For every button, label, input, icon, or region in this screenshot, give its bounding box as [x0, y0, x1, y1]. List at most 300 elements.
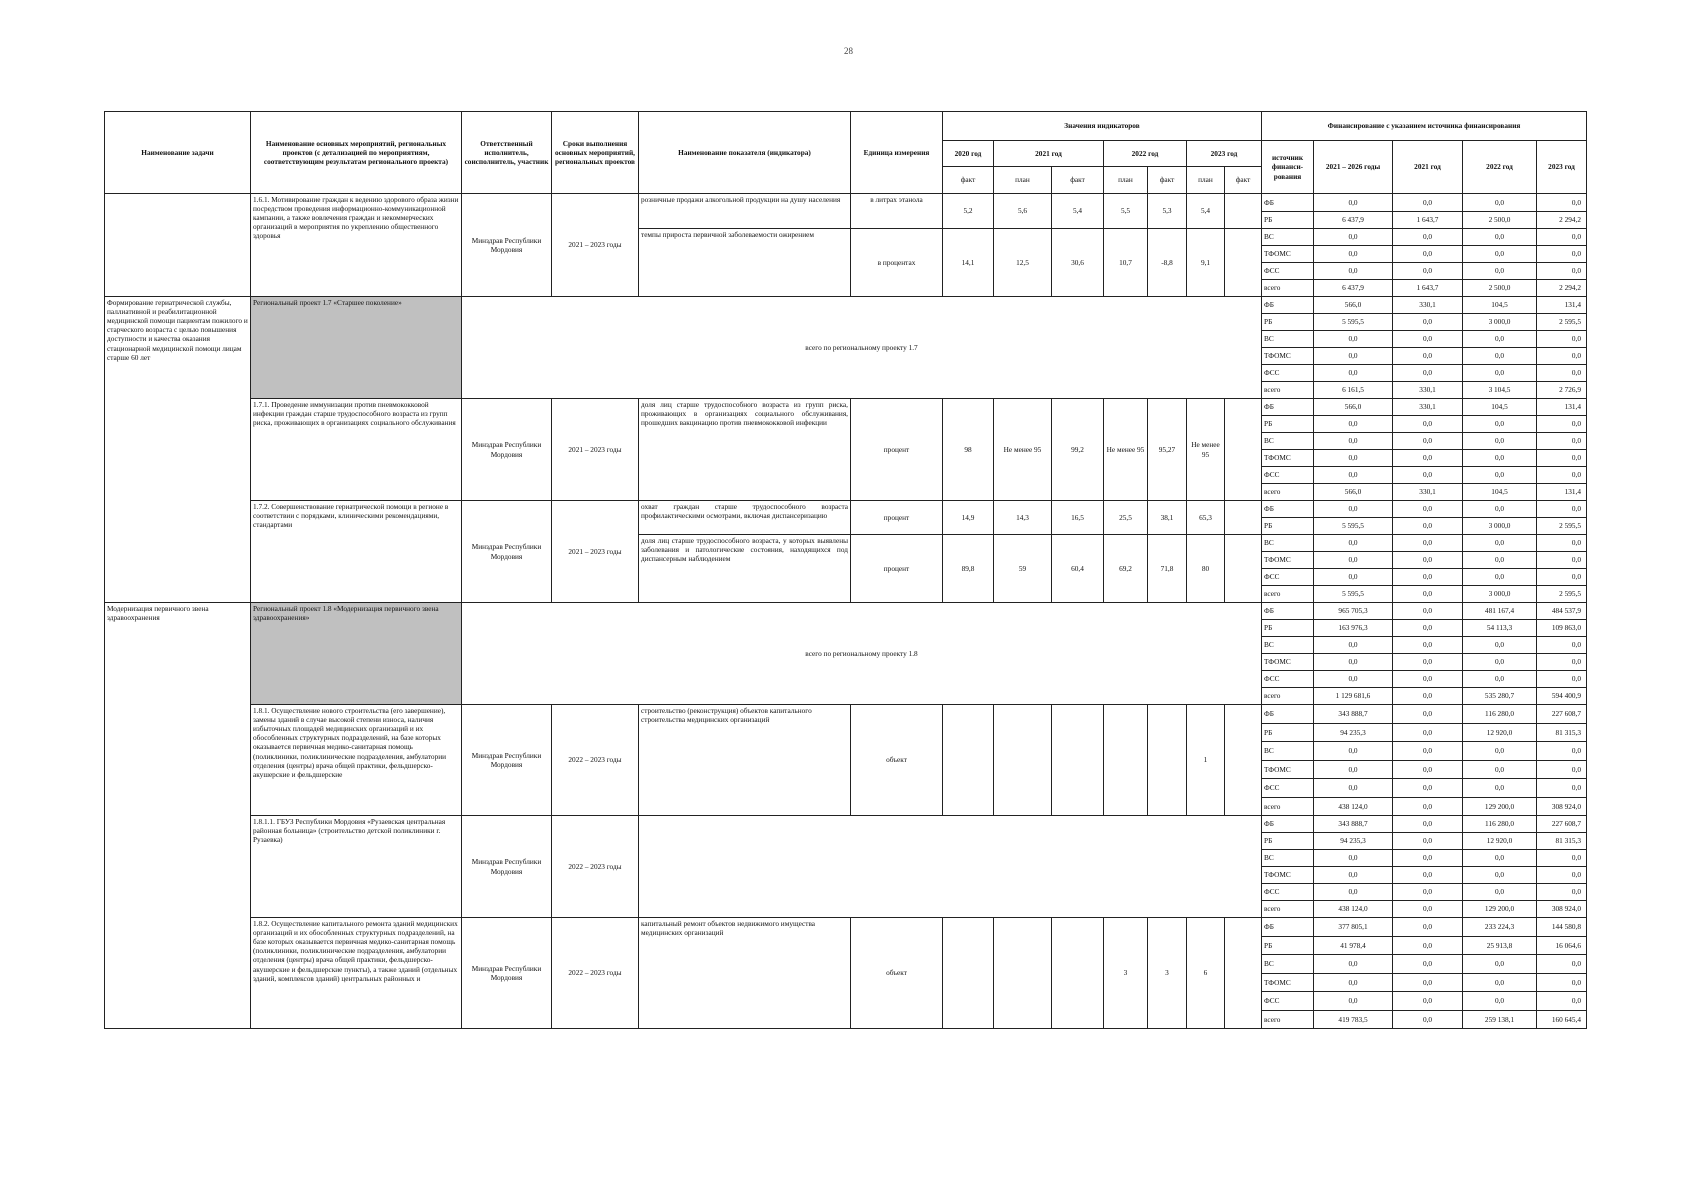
fin-cell: 0,0: [1393, 518, 1463, 535]
fin-cell: 0,0: [1393, 1010, 1463, 1029]
fin-cell: 438 124,0: [1314, 797, 1393, 816]
fin-cell: 0,0: [1537, 416, 1587, 433]
header-fin-2023: 2023 год: [1537, 141, 1587, 194]
fin-cell: 0,0: [1537, 450, 1587, 467]
value-cell: 65,3: [1187, 501, 1225, 535]
terms-1-7-1: 2021 – 2023 годы: [552, 399, 639, 501]
fin-cell: 0,0: [1393, 797, 1463, 816]
fin-cell: 104,5: [1463, 399, 1537, 416]
value-cell: -8,8: [1148, 229, 1187, 297]
fin-cell: 0,0: [1314, 552, 1393, 569]
header-responsible: Ответственный исполнитель, соисполнитель, участник: [462, 112, 552, 194]
value-cell: [994, 705, 1052, 816]
fin-cell: 330,1: [1393, 382, 1463, 399]
value-cell: 14,3: [994, 501, 1052, 535]
fin-cell: 0,0: [1393, 867, 1463, 884]
fin-cell: 233 224,3: [1463, 918, 1537, 937]
fin-cell: 0,0: [1537, 992, 1587, 1011]
indicator-1-7-2-b: доля лиц старше трудоспособного возраста, у которых выявлены заболевания и патологические состояния, находящихся под диспансерным наблюдением: [639, 535, 851, 603]
fin-source: ФБ: [1262, 918, 1314, 937]
unit-1-7-2-b: процент: [851, 535, 943, 603]
fin-source: ФБ: [1262, 399, 1314, 416]
fin-cell: 0,0: [1393, 365, 1463, 382]
empty-indicator-area: [639, 816, 1262, 918]
value-cell: [1225, 229, 1262, 297]
fin-cell: 0,0: [1314, 365, 1393, 382]
value-cell: [1104, 705, 1148, 816]
measure-1-7-2: 1.7.2. Совершенствование гериатрической помощи в регионе в соответствии с порядками, клиническими рекомендациями, стандартами: [251, 501, 462, 603]
value-cell: [943, 705, 994, 816]
fin-cell: 0,0: [1463, 671, 1537, 688]
unit-1-8-2: объект: [851, 918, 943, 1029]
header-2023: 2023 год: [1187, 141, 1262, 167]
value-cell: 16,5: [1052, 501, 1104, 535]
value-cell: [943, 918, 994, 1029]
fin-source: РБ: [1262, 723, 1314, 742]
fin-cell: 0,0: [1393, 992, 1463, 1011]
unit-1-8-1: объект: [851, 705, 943, 816]
fin-cell: 0,0: [1314, 779, 1393, 798]
value-cell: 1: [1187, 705, 1225, 816]
fin-cell: 0,0: [1537, 467, 1587, 484]
fin-cell: 0,0: [1393, 779, 1463, 798]
fin-cell: 0,0: [1463, 884, 1537, 901]
responsible-1-8-1: Минздрав Республики Мордовия: [462, 705, 552, 816]
value-cell: 5,6: [994, 194, 1052, 229]
fin-cell: 0,0: [1314, 467, 1393, 484]
indicator-1-7-1: доля лиц старше трудоспособного возраста из групп риска, проживающих в организациях социального обслуживания, прошедших вакцинацию против пневмококковой инфекции: [639, 399, 851, 501]
fin-cell: 25 913,8: [1463, 936, 1537, 955]
value-cell: 5,2: [943, 194, 994, 229]
value-cell: 10,7: [1104, 229, 1148, 297]
value-cell: [1225, 501, 1262, 535]
value-cell: 5,4: [1187, 194, 1225, 229]
fin-source: ФСС: [1262, 992, 1314, 1011]
header-2021-fact: факт: [1052, 167, 1104, 194]
fin-source: РБ: [1262, 518, 1314, 535]
value-cell: 12,5: [994, 229, 1052, 297]
fin-cell: 0,0: [1537, 671, 1587, 688]
fin-cell: 0,0: [1393, 603, 1463, 620]
fin-cell: 0,0: [1393, 936, 1463, 955]
fin-cell: 54 113,3: [1463, 620, 1537, 637]
fin-cell: 0,0: [1393, 620, 1463, 637]
fin-cell: 330,1: [1393, 297, 1463, 314]
fin-cell: 0,0: [1393, 229, 1463, 246]
fin-cell: 419 783,5: [1314, 1010, 1393, 1029]
fin-cell: 131,4: [1537, 297, 1587, 314]
measure-1-8-1-1: 1.8.1.1. ГБУЗ Республики Мордовия «Рузаевская центральная районная больница» (строительство детской поликлиники г. Рузаевка): [251, 816, 462, 918]
value-cell: [1225, 399, 1262, 501]
fin-cell: 566,0: [1314, 297, 1393, 314]
value-cell: Не менее 95: [1187, 399, 1225, 501]
fin-cell: 0,0: [1537, 194, 1587, 212]
fin-cell: 566,0: [1314, 484, 1393, 501]
fin-cell: 0,0: [1463, 246, 1537, 263]
fin-cell: 0,0: [1393, 901, 1463, 918]
fin-cell: 0,0: [1314, 867, 1393, 884]
fin-cell: 343 888,7: [1314, 816, 1393, 833]
measure-1-8-1: 1.8.1. Осуществление нового строительства (его завершение), замены зданий в случае высокой степени износа, наличия избыточных площадей медицинских организаций и их обособленных структурных подразделений, на базе которых оказывается первичная медико-санитарная помощь (поликлиники, поликлинические подразделения, амбулатории отделения (центры) врача общей практики, фельдшерско-акушерские и фельдшерские: [253, 706, 447, 779]
fin-cell: 377 805,1: [1314, 918, 1393, 937]
fin-cell: 0,0: [1463, 742, 1537, 761]
fin-cell: 0,0: [1314, 760, 1393, 779]
fin-source: ФБ: [1262, 705, 1314, 724]
fin-source: РБ: [1262, 416, 1314, 433]
measure-1-7-1: 1.7.1. Проведение иммунизации против пневмококковой инфекции граждан старше трудоспособного возраста из групп риска, проживающих в организациях социального обслуживания: [251, 399, 462, 501]
fin-source: ВС: [1262, 229, 1314, 246]
fin-cell: 160 645,4: [1537, 1010, 1587, 1029]
fin-cell: 0,0: [1314, 229, 1393, 246]
fin-cell: 0,0: [1537, 867, 1587, 884]
value-cell: 3: [1104, 918, 1148, 1029]
value-cell: [994, 918, 1052, 1029]
fin-source: ТФОМС: [1262, 654, 1314, 671]
value-cell: 99,2: [1052, 399, 1104, 501]
header-financing-group: Финансирование с указанием источника финансирования: [1262, 112, 1587, 141]
header-fin-2021: 2021 год: [1393, 141, 1463, 194]
fin-source: всего: [1262, 382, 1314, 399]
fin-cell: 94 235,3: [1314, 723, 1393, 742]
fin-cell: 0,0: [1314, 654, 1393, 671]
unit-1-7-2-a: процент: [851, 501, 943, 535]
fin-cell: 0,0: [1393, 973, 1463, 992]
fin-cell: 0,0: [1537, 246, 1587, 263]
fin-cell: 0,0: [1393, 850, 1463, 867]
fin-cell: 0,0: [1463, 779, 1537, 798]
value-cell: 6: [1187, 918, 1225, 1029]
fin-cell: 116 280,0: [1463, 816, 1537, 833]
fin-cell: 0,0: [1393, 314, 1463, 331]
value-cell: 5,4: [1052, 194, 1104, 229]
measure-1-6-1: 1.6.1. Мотивирование граждан к ведению здорового образа жизни посредством проведения информационно-коммуникационной кампании, а также вовлечения граждан и некоммерческих организаций в мероприятия по укреплению общественного здоровья: [251, 194, 462, 297]
fin-cell: 0,0: [1314, 416, 1393, 433]
fin-cell: 0,0: [1537, 884, 1587, 901]
fin-cell: 2 595,5: [1537, 314, 1587, 331]
fin-cell: 2 294,2: [1537, 212, 1587, 229]
fin-source: ТФОМС: [1262, 760, 1314, 779]
fin-source: всего: [1262, 797, 1314, 816]
fin-cell: 0,0: [1463, 637, 1537, 654]
fin-cell: 0,0: [1463, 365, 1537, 382]
fin-cell: 0,0: [1393, 688, 1463, 705]
fin-cell: 0,0: [1393, 742, 1463, 761]
fin-cell: 0,0: [1393, 884, 1463, 901]
value-cell: 60,4: [1052, 535, 1104, 603]
fin-cell: 0,0: [1393, 586, 1463, 603]
fin-cell: 0,0: [1463, 348, 1537, 365]
fin-cell: 0,0: [1537, 654, 1587, 671]
fin-cell: 0,0: [1537, 637, 1587, 654]
header-2022: 2022 год: [1104, 141, 1187, 167]
fin-cell: 0,0: [1314, 742, 1393, 761]
value-cell: 38,1: [1148, 501, 1187, 535]
indicator-1-6-1-a: розничные продажи алкогольной продукции на душу населения: [639, 194, 851, 229]
fin-source: ТФОМС: [1262, 246, 1314, 263]
fin-cell: 129 200,0: [1463, 901, 1537, 918]
fin-cell: 1 643,7: [1393, 280, 1463, 297]
value-cell: [1225, 535, 1262, 603]
regional-project-1-8-total: всего по региональному проекту 1.8: [462, 603, 1262, 705]
fin-cell: 81 315,3: [1537, 833, 1587, 850]
fin-cell: 438 124,0: [1314, 901, 1393, 918]
fin-source: ТФОМС: [1262, 973, 1314, 992]
fin-cell: 41 978,4: [1314, 936, 1393, 955]
fin-cell: 2 500,0: [1463, 280, 1537, 297]
fin-cell: 330,1: [1393, 484, 1463, 501]
fin-cell: 0,0: [1537, 569, 1587, 586]
value-cell: [1052, 705, 1104, 816]
header-2020-fact: факт: [943, 167, 994, 194]
fin-cell: 2 595,5: [1537, 518, 1587, 535]
fin-cell: 0,0: [1463, 433, 1537, 450]
fin-cell: 0,0: [1463, 501, 1537, 518]
fin-cell: 535 280,7: [1463, 688, 1537, 705]
fin-source: ВС: [1262, 637, 1314, 654]
fin-cell: 0,0: [1314, 450, 1393, 467]
fin-cell: 5 595,5: [1314, 518, 1393, 535]
header-fin-2022: 2022 год: [1463, 141, 1537, 194]
fin-cell: 0,0: [1463, 850, 1537, 867]
fin-cell: 0,0: [1393, 833, 1463, 850]
terms-1-6-1: 2021 – 2023 годы: [552, 194, 639, 297]
fin-cell: 0,0: [1537, 501, 1587, 518]
fin-cell: 0,0: [1537, 850, 1587, 867]
task-cell-empty: [105, 194, 251, 297]
fin-cell: 0,0: [1537, 973, 1587, 992]
value-cell: 5,3: [1148, 194, 1187, 229]
value-cell: [1148, 705, 1187, 816]
fin-cell: 0,0: [1393, 955, 1463, 974]
fin-source: ФСС: [1262, 569, 1314, 586]
responsible-1-8-1-1: Минздрав Республики Мордовия: [462, 816, 552, 918]
fin-cell: 0,0: [1393, 433, 1463, 450]
fin-cell: 0,0: [1537, 229, 1587, 246]
fin-cell: 0,0: [1537, 331, 1587, 348]
value-cell: 30,6: [1052, 229, 1104, 297]
fin-cell: 0,0: [1537, 760, 1587, 779]
header-indicator: Наименование показателя (индикатора): [639, 112, 851, 194]
fin-source: ВС: [1262, 535, 1314, 552]
fin-cell: 0,0: [1314, 637, 1393, 654]
value-cell: 14,1: [943, 229, 994, 297]
fin-source: всего: [1262, 586, 1314, 603]
fin-source: ФСС: [1262, 263, 1314, 280]
fin-cell: 0,0: [1314, 973, 1393, 992]
fin-source: ВС: [1262, 742, 1314, 761]
fin-cell: 0,0: [1314, 569, 1393, 586]
fin-cell: 0,0: [1314, 992, 1393, 1011]
fin-cell: 0,0: [1393, 331, 1463, 348]
fin-cell: 0,0: [1393, 348, 1463, 365]
fin-cell: 0,0: [1393, 467, 1463, 484]
fin-cell: 0,0: [1393, 760, 1463, 779]
fin-cell: 104,5: [1463, 297, 1537, 314]
header-fin-total: 2021 – 2026 годы: [1314, 141, 1393, 194]
header-task: Наименование задачи: [105, 112, 251, 194]
indicator-1-8-2: капитальный ремонт объектов недвижимого имущества медицинских организаций: [639, 918, 851, 1029]
value-cell: 69,2: [1104, 535, 1148, 603]
fin-source: ФСС: [1262, 365, 1314, 382]
fin-cell: 144 580,8: [1537, 918, 1587, 937]
fin-source: ФСС: [1262, 884, 1314, 901]
fin-cell: 6 161,5: [1314, 382, 1393, 399]
regional-project-1-8: Региональный проект 1.8 «Модернизация первичного звена здравоохранения»: [251, 603, 462, 705]
fin-cell: 0,0: [1537, 433, 1587, 450]
unit-1-6-1-b: в процентах: [851, 229, 943, 297]
fin-cell: 0,0: [1537, 348, 1587, 365]
header-2023-fact: факт: [1225, 167, 1262, 194]
header-unit: Единица измерения: [851, 112, 943, 194]
fin-cell: 0,0: [1463, 331, 1537, 348]
fin-cell: 12 920,0: [1463, 723, 1537, 742]
fin-cell: 109 863,0: [1537, 620, 1587, 637]
value-cell: 80: [1187, 535, 1225, 603]
fin-source: РБ: [1262, 833, 1314, 850]
value-cell: [1052, 918, 1104, 1029]
fin-cell: 0,0: [1463, 450, 1537, 467]
header-2023-plan: план: [1187, 167, 1225, 194]
terms-1-7-2: 2021 – 2023 годы: [552, 501, 639, 603]
fin-cell: 0,0: [1463, 263, 1537, 280]
fin-source: ТФОМС: [1262, 348, 1314, 365]
header-terms: Сроки выполнения основных мероприятий, региональных проектов: [552, 112, 639, 194]
fin-cell: 0,0: [1314, 884, 1393, 901]
fin-cell: 0,0: [1393, 246, 1463, 263]
fin-cell: 259 138,1: [1463, 1010, 1537, 1029]
fin-cell: 0,0: [1393, 194, 1463, 212]
fin-cell: 0,0: [1314, 955, 1393, 974]
fin-cell: 0,0: [1393, 671, 1463, 688]
fin-cell: 0,0: [1463, 416, 1537, 433]
fin-cell: 2 726,9: [1537, 382, 1587, 399]
fin-cell: 0,0: [1463, 194, 1537, 212]
fin-cell: 3 000,0: [1463, 314, 1537, 331]
responsible-1-6-1: Минздрав Республики Мордовия: [462, 194, 552, 297]
fin-cell: 2 294,2: [1537, 280, 1587, 297]
fin-cell: 0,0: [1393, 816, 1463, 833]
fin-cell: 0,0: [1314, 433, 1393, 450]
value-cell: 3: [1148, 918, 1187, 1029]
terms-1-8-1: 2022 – 2023 годы: [552, 705, 639, 816]
indicator-1-8-1: строительство (реконструкция) объектов капитального строительства медицинских организаций: [639, 705, 851, 816]
terms-1-8-1-1: 2022 – 2023 годы: [552, 816, 639, 918]
fin-cell: 5 595,5: [1314, 586, 1393, 603]
fin-cell: 0,0: [1314, 671, 1393, 688]
fin-source: ФСС: [1262, 779, 1314, 798]
fin-cell: 965 705,3: [1314, 603, 1393, 620]
fin-cell: 1 129 681,6: [1314, 688, 1393, 705]
program-table: [104, 111, 1587, 1029]
fin-source: ФБ: [1262, 297, 1314, 314]
fin-cell: 481 167,4: [1463, 603, 1537, 620]
fin-source: ФСС: [1262, 671, 1314, 688]
header-fin-source: источник финанси-рования: [1262, 141, 1314, 194]
value-cell: 59: [994, 535, 1052, 603]
fin-cell: 0,0: [1463, 467, 1537, 484]
fin-source: ТФОМС: [1262, 450, 1314, 467]
responsible-1-7-1: Минздрав Республики Мордовия: [462, 399, 552, 501]
responsible-1-7-2: Минздрав Республики Мордовия: [462, 501, 552, 603]
fin-source: ВС: [1262, 955, 1314, 974]
fin-cell: 0,0: [1463, 760, 1537, 779]
fin-cell: 5 595,5: [1314, 314, 1393, 331]
fin-cell: 0,0: [1393, 569, 1463, 586]
fin-cell: 81 315,3: [1537, 723, 1587, 742]
fin-cell: 0,0: [1314, 348, 1393, 365]
value-cell: 25,5: [1104, 501, 1148, 535]
fin-cell: 131,4: [1537, 484, 1587, 501]
fin-cell: 594 400,9: [1537, 688, 1587, 705]
fin-source: ФСС: [1262, 467, 1314, 484]
fin-cell: 0,0: [1393, 918, 1463, 937]
fin-cell: 0,0: [1314, 501, 1393, 518]
header-2020: 2020 год: [943, 141, 994, 167]
indicator-1-7-2-a: охват граждан старше трудоспособного возраста профилактическими осмотрами, включая диспансеризацию: [639, 501, 851, 535]
fin-cell: 0,0: [1314, 246, 1393, 263]
fin-cell: 0,0: [1537, 779, 1587, 798]
fin-cell: 2 595,5: [1537, 586, 1587, 603]
task-1-7: Формирование гериатрической службы, паллиативной и реабилитационной медицинской помощи пациентам пожилого и старческого возраста с целью повышения доступности и качества оказания стационарной медицинской помощи лицам старше 60 лет: [105, 297, 251, 603]
fin-cell: 116 280,0: [1463, 705, 1537, 724]
fin-cell: 0,0: [1393, 552, 1463, 569]
fin-source: ФБ: [1262, 501, 1314, 518]
fin-source: всего: [1262, 901, 1314, 918]
fin-source: ФБ: [1262, 816, 1314, 833]
fin-cell: 308 924,0: [1537, 901, 1587, 918]
fin-source: всего: [1262, 484, 1314, 501]
task-1-8: Модернизация первичного звена здравоохранения: [105, 603, 251, 1029]
fin-source: ФБ: [1262, 603, 1314, 620]
fin-source: ВС: [1262, 331, 1314, 348]
value-cell: [1225, 705, 1262, 816]
fin-source: всего: [1262, 280, 1314, 297]
fin-source: ТФОМС: [1262, 552, 1314, 569]
header-indicators-group: Значения индикаторов: [943, 112, 1262, 141]
fin-source: РБ: [1262, 936, 1314, 955]
fin-cell: 0,0: [1393, 263, 1463, 280]
indicator-1-6-1-b: темпы прироста первичной заболеваемости ожирением: [639, 229, 851, 297]
fin-cell: 0,0: [1537, 955, 1587, 974]
fin-source: всего: [1262, 688, 1314, 705]
fin-source: РБ: [1262, 212, 1314, 229]
fin-cell: 0,0: [1463, 867, 1537, 884]
fin-source: ВС: [1262, 850, 1314, 867]
fin-cell: 16 064,6: [1537, 936, 1587, 955]
page-number: 28: [844, 46, 853, 56]
fin-cell: 0,0: [1314, 331, 1393, 348]
value-cell: 71,8: [1148, 535, 1187, 603]
fin-cell: 131,4: [1537, 399, 1587, 416]
fin-cell: 0,0: [1537, 742, 1587, 761]
fin-cell: 94 235,3: [1314, 833, 1393, 850]
fin-cell: 163 976,3: [1314, 620, 1393, 637]
fin-cell: 3 000,0: [1463, 518, 1537, 535]
fin-cell: 0,0: [1393, 654, 1463, 671]
value-cell: 89,8: [943, 535, 994, 603]
fin-cell: 227 608,7: [1537, 816, 1587, 833]
fin-source: всего: [1262, 1010, 1314, 1029]
fin-cell: 566,0: [1314, 399, 1393, 416]
fin-cell: 330,1: [1393, 399, 1463, 416]
header-2022-fact: факт: [1148, 167, 1187, 194]
regional-project-1-7: Региональный проект 1.7 «Старшее поколение»: [251, 297, 462, 399]
value-cell: Не менее 95: [994, 399, 1052, 501]
fin-cell: 0,0: [1393, 501, 1463, 518]
fin-cell: 0,0: [1393, 450, 1463, 467]
fin-cell: 12 920,0: [1463, 833, 1537, 850]
fin-cell: 2 500,0: [1463, 212, 1537, 229]
